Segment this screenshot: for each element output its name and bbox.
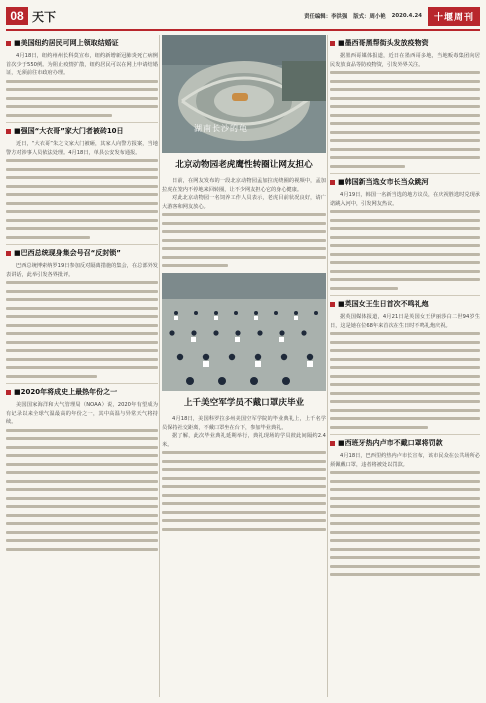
article-body: 4月18日，巴西里约热内卢市长宣布，该市民众在公共场所必须佩戴口罩，违者将被处以罚款。 bbox=[330, 453, 480, 468]
article-body: 4月19日，韩国一名新当选的地方议员，在庆祝胜选时兑现承诺跳入河中，引发网友热议。 bbox=[330, 192, 480, 207]
story-body: 日前，在网友发布的一段北京动物园孟加拉虎绕圈的视频中，孟加拉虎在笼内不停地来回转圈，让不少网友担心它的身心健康。 bbox=[162, 178, 326, 193]
header-meta bbox=[304, 7, 480, 26]
issue-date: 2020.4.24 bbox=[391, 13, 422, 19]
article bbox=[6, 39, 158, 117]
editor-credit: 责任编辑：李洪强 bbox=[304, 14, 348, 20]
center-column bbox=[162, 35, 326, 697]
story-body: 对此北京动物园一名饲养工作人员表示，老虎目前状况良好，请广大游客和网友放心。 bbox=[162, 195, 326, 210]
article-headline: ■英国女王生日首次不鸣礼炮 bbox=[330, 300, 480, 309]
left-column bbox=[6, 35, 158, 697]
page-header bbox=[6, 4, 480, 28]
article-body: 美国国家海洋和大气管理局（NOAA）说，2020年有望成为有记录以来全球气温最高的年份之一，其中高温与异常天气将持续。 bbox=[6, 402, 158, 425]
column-divider bbox=[327, 35, 328, 697]
story-headline: 北京动物园老虎鹰性转圈让网友担心 bbox=[175, 160, 313, 170]
article-headline: ■强国“大衣哥”家大门者被砖10日 bbox=[6, 127, 158, 136]
story-body: 4月18日，美国科罗拉多州美国空军学院的毕业典礼上，上千名学员保持社交距离，不戴口罩坐在台下，参加毕业典礼。 bbox=[162, 416, 326, 431]
article-headline: ■巴西总统现身集会号召“反封锁” bbox=[6, 249, 158, 258]
tiger-enclosure-photo bbox=[162, 35, 326, 153]
article bbox=[6, 249, 158, 378]
article-body: 巴西总统博索纳罗19日参加反对隔离措施的集会，在总部外发表讲话，此举引发各界批评。 bbox=[6, 263, 158, 278]
article-body: 据墨西哥媒体报道，近日在墨西哥多地，当地贩毒集团向居民发放食品等防疫物资，引发外界关注。 bbox=[330, 53, 480, 68]
right-column bbox=[330, 35, 480, 697]
newspaper-logo: 十堰周刊 bbox=[428, 7, 480, 26]
section-name: 天下 bbox=[32, 9, 57, 24]
article-headline: ■美国纽约居民可网上领取结婚证 bbox=[6, 39, 158, 48]
article-body: 据英国媒体报道，4月21日是英国女王伊丽莎白二世94岁生日，这是她在位68年来首次在生日时不鸣礼炮庆祝。 bbox=[330, 314, 480, 329]
story-body: 据了解，此次毕业典礼延期举行，典礼现场的学员彼此间隔约2.4米。 bbox=[162, 433, 326, 448]
article bbox=[330, 39, 480, 168]
story-headline: 上千美空军学员不戴口罩庆毕业 bbox=[183, 398, 305, 408]
page-number: 08 bbox=[6, 7, 28, 25]
article-headline: ■墨西哥黑帮街头发放疫物资 bbox=[330, 39, 480, 48]
article-body: 4月18日，纽约州州长科莫宣布，纽约新增新冠肺炎死亡病例首次少于550例。为阻止疫情扩散，纽约居民可以在网上申请结婚证，无须前往市政府办理。 bbox=[6, 53, 158, 76]
designer-credit: 版式：周小艳 bbox=[353, 14, 386, 20]
photo-illustration bbox=[162, 35, 326, 153]
article bbox=[6, 388, 158, 551]
header-rule bbox=[6, 29, 480, 31]
photo-illustration bbox=[162, 273, 326, 391]
photo-caption: 湖南长沙的龟 bbox=[194, 124, 248, 133]
article bbox=[330, 439, 480, 576]
article bbox=[6, 127, 158, 239]
article-headline: ■2020年将成史上最热年份之一 bbox=[6, 388, 158, 397]
article-headline: ■韩国新当选女市长当众跳河 bbox=[330, 178, 480, 187]
article bbox=[330, 300, 480, 429]
article-headline: ■西班牙热内卢市不戴口罩将罚款 bbox=[330, 439, 480, 448]
article bbox=[330, 178, 480, 290]
article-body: 近日，“大衣哥”朱之文家大门被砸，其家人向警方报案，当地警方对涉事人员依法处理。4月18日，单县公安发布通报。 bbox=[6, 141, 158, 156]
column-divider bbox=[159, 35, 160, 697]
graduation-photo bbox=[162, 273, 326, 391]
